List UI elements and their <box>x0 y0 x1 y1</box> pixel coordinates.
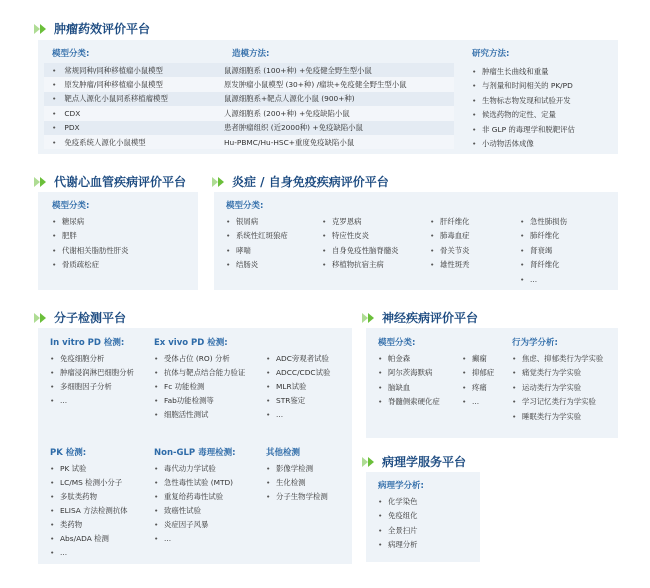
list-item: • 结肠炎 <box>226 258 288 272</box>
list-item: • 候选药物的定性、定量 <box>472 108 575 122</box>
list-item: • LC/MS 检测小分子 <box>50 476 128 490</box>
list-item: • PK 试验 <box>50 462 128 476</box>
tumor-research-header: 研究方法: <box>472 49 510 59</box>
method-cell: 人源细胞系 (200+种) +免疫缺陷小鼠 <box>218 106 454 120</box>
list-item: • 焦虑、抑郁类行为学实验 <box>512 352 603 366</box>
list-item: • ... <box>520 273 567 287</box>
nonglp-list <box>154 462 233 546</box>
invitro-header: In vitro PD 检测: <box>50 338 125 348</box>
molecular-title-text: 分子检测平台 <box>54 311 127 325</box>
table-row <box>44 92 454 106</box>
list-item: • 免疫组化 <box>378 509 418 523</box>
list-item: • 免疫细胞分析 <box>50 352 134 366</box>
chevron-right-icon <box>212 177 226 187</box>
list-item: • Fc 功能检测 <box>154 380 245 394</box>
list-item: • 哮喘 <box>226 244 288 258</box>
list-item: • ELISA 方法检测抗体 <box>50 504 128 518</box>
list-item: • 影像学检测 <box>266 462 328 476</box>
list-item: • 毒代动力学试验 <box>154 462 233 476</box>
list-item: • 抑郁症 <box>462 366 494 380</box>
tumor-title-text: 肿瘤药效评价平台 <box>54 22 151 36</box>
list-item: • ... <box>154 532 233 546</box>
list-item: • ... <box>50 546 128 560</box>
list-item: • 疼痛 <box>462 381 494 395</box>
table-row <box>44 77 454 91</box>
tumor-research-list <box>472 65 575 151</box>
table-row <box>44 106 454 120</box>
inflammation-list-3 <box>430 215 470 273</box>
list-item: • Abs/ADA 检测 <box>50 532 128 546</box>
metabolic-model-header: 模型分类: <box>52 201 90 211</box>
list-item: • 炎症因子风暴 <box>154 518 233 532</box>
nonglp-header: Non-GLP 毒理检测: <box>154 448 236 458</box>
chevron-right-icon <box>34 177 48 187</box>
other-list <box>266 462 328 504</box>
list-item: • 脑缺血 <box>378 381 440 395</box>
list-item: • 肿瘤浸润淋巴细胞分析 <box>50 366 134 380</box>
inflammation-platform-title <box>212 173 389 190</box>
molecular-platform-title <box>34 309 126 326</box>
metabolic-title-text: 代谢心血管疾病评价平台 <box>54 175 187 189</box>
list-item: • 生物标志物发现和试验开发 <box>472 94 575 108</box>
method-cell: Hu-PBMC/Hu-HSC+重度免疫缺陷小鼠 <box>218 135 454 149</box>
exvivo-list-2 <box>266 352 330 422</box>
chevron-right-icon <box>34 313 48 323</box>
pathology-title-text: 病理学服务平台 <box>382 455 467 469</box>
list-item: • 受体占位 (RO) 分析 <box>154 352 245 366</box>
neuro-title-text: 神经疾病评价平台 <box>382 311 479 325</box>
list-item: • Fab功能检测等 <box>154 394 245 408</box>
list-item: • ... <box>266 408 330 422</box>
neuro-behavior-header: 行为学分析: <box>512 338 558 348</box>
list-item: • 急性肺损伤 <box>520 215 567 229</box>
chevron-right-icon <box>362 457 376 467</box>
inflammation-model-header: 模型分类: <box>226 201 264 211</box>
list-item: • 化学染色 <box>378 495 418 509</box>
list-item: • 分子生物学检测 <box>266 490 328 504</box>
pk-list <box>50 462 128 560</box>
list-item: • 代谢相关脂肪性肝炎 <box>52 244 129 258</box>
list-item: • 重复给药毒性试验 <box>154 490 233 504</box>
tumor-platform-title <box>34 20 150 37</box>
chevron-right-icon <box>362 313 376 323</box>
list-item: • 糖尿病 <box>52 215 129 229</box>
list-item: • 痛觉类行为学实验 <box>512 366 603 380</box>
pathology-header: 病理学分析: <box>378 481 424 491</box>
method-cell: 患者肿瘤组织 (近2000种) +免疫缺陷小鼠 <box>218 121 454 135</box>
list-item: • 急性毒性试验 (MTD) <box>154 476 233 490</box>
model-cell: • 免疫系统人源化小鼠模型 <box>44 135 218 149</box>
list-item: • 运动类行为学实验 <box>512 381 603 395</box>
list-item: • 移植物抗宿主病 <box>322 258 399 272</box>
model-cell: • 靶点人源化小鼠同系移植瘤模型 <box>44 92 218 106</box>
neuro-platform-title <box>362 309 478 326</box>
inflammation-list-4 <box>520 215 567 287</box>
list-item: • 致癌性试验 <box>154 504 233 518</box>
list-item: • 小动物活体成像 <box>472 137 575 151</box>
list-item: • 阿尔茨海默病 <box>378 366 440 380</box>
list-item: • 多肽类药物 <box>50 490 128 504</box>
list-item: • 系统性红斑狼疮 <box>226 229 288 243</box>
tumor-model-table <box>44 63 454 149</box>
list-item: • ADCC/CDC试验 <box>266 366 330 380</box>
list-item: • MLR试验 <box>266 380 330 394</box>
inflammation-title-text: 炎症 / 自身免疫疾病评价平台 <box>232 175 389 189</box>
list-item: • 克罗恩病 <box>322 215 399 229</box>
list-item: • 全景扫片 <box>378 524 418 538</box>
exvivo-header: Ex vivo PD 检测: <box>154 338 228 348</box>
list-item: • 骨关节炎 <box>430 244 470 258</box>
method-cell: 鼠源细胞系 (100+种) +免疫健全野生型小鼠 <box>218 63 454 77</box>
list-item: • STR鉴定 <box>266 394 330 408</box>
pathology-platform-title <box>362 453 466 470</box>
list-item: • 生化检测 <box>266 476 328 490</box>
table-row <box>44 135 454 149</box>
model-cell: • 原发肿瘤/同种移植瘤小鼠模型 <box>44 77 218 91</box>
model-cell: • 常规同种/同种移植瘤小鼠模型 <box>44 63 218 77</box>
list-item: • 多细胞因子分析 <box>50 380 134 394</box>
pk-header: PK 检测: <box>50 448 87 458</box>
list-item: • 脊髓侧索硬化症 <box>378 395 440 409</box>
list-item: • 肿瘤生长曲线和重量 <box>472 65 575 79</box>
neuro-list-3 <box>512 352 603 424</box>
inflammation-list-1 <box>226 215 288 273</box>
list-item: • 特应性皮炎 <box>322 229 399 243</box>
list-item: • 骨质疏松症 <box>52 258 129 272</box>
table-row <box>44 63 454 77</box>
list-item: • 类药物 <box>50 518 128 532</box>
list-item: • 雄性斑秃 <box>430 258 470 272</box>
chevron-right-icon <box>34 24 48 34</box>
model-cell: • CDX <box>44 106 218 120</box>
inflammation-list-2 <box>322 215 399 273</box>
model-cell: • PDX <box>44 121 218 135</box>
list-item: • 学习记忆类行为学实验 <box>512 395 603 409</box>
tumor-model-header: 模型分类: <box>52 49 90 59</box>
metabolic-platform-title <box>34 173 186 190</box>
neuro-list-2 <box>462 352 494 410</box>
list-item: • 肾纤维化 <box>520 258 567 272</box>
list-item: • 肺纤维化 <box>520 229 567 243</box>
metabolic-model-list <box>52 215 129 273</box>
exvivo-list-1 <box>154 352 245 422</box>
pathology-list <box>378 495 418 553</box>
list-item: • 肝纤维化 <box>430 215 470 229</box>
list-item: • 肥胖 <box>52 229 129 243</box>
list-item: • 银屑病 <box>226 215 288 229</box>
neuro-list-1 <box>378 352 440 410</box>
method-cell: 鼠源细胞系+靶点人源化小鼠 (900+种) <box>218 92 454 106</box>
method-cell: 原发肿瘤小鼠模型 (30+种) /瘤块+免疫健全野生型小鼠 <box>218 77 454 91</box>
tumor-method-header: 造模方法: <box>232 49 270 59</box>
list-item: • 与剂量和时间相关的 PK/PD <box>472 79 575 93</box>
list-item: • 非 GLP 的毒理学和脱靶评估 <box>472 123 575 137</box>
list-item: • 自身免疫性脑脊髓炎 <box>322 244 399 258</box>
list-item: • 肾衰竭 <box>520 244 567 258</box>
list-item: • 细胞活性测试 <box>154 408 245 422</box>
list-item: • 抗体与靶点结合能力验证 <box>154 366 245 380</box>
list-item: • 肺毒血症 <box>430 229 470 243</box>
neuro-model-header: 模型分类: <box>378 338 416 348</box>
list-item: • 帕金森 <box>378 352 440 366</box>
list-item: • ADC旁观者试验 <box>266 352 330 366</box>
other-header: 其他检测 <box>266 448 301 458</box>
invitro-list <box>50 352 134 408</box>
list-item: • 病理分析 <box>378 538 418 552</box>
list-item: • ... <box>462 395 494 409</box>
table-row <box>44 121 454 135</box>
list-item: • 睡眠类行为学实验 <box>512 410 603 424</box>
list-item: • ... <box>50 394 134 408</box>
list-item: • 癫痫 <box>462 352 494 366</box>
